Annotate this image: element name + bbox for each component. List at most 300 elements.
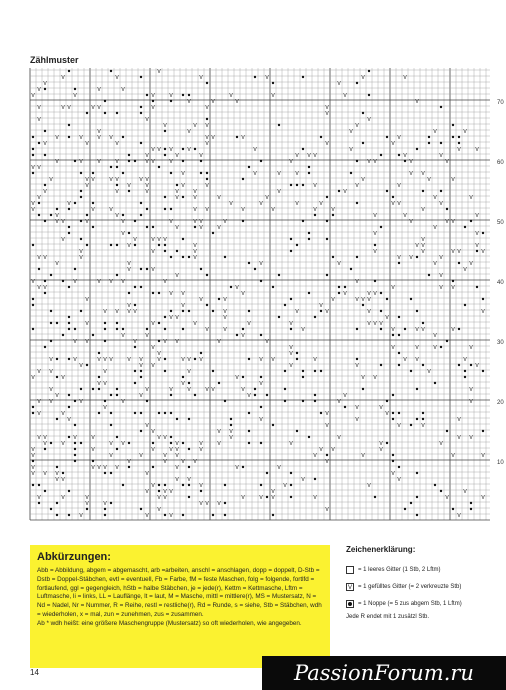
svg-text:V: V <box>55 477 59 483</box>
svg-text:V: V <box>259 201 263 207</box>
svg-text:V: V <box>325 459 329 465</box>
svg-text:V: V <box>325 309 329 315</box>
svg-text:V: V <box>289 363 293 369</box>
svg-text:V: V <box>157 351 161 357</box>
svg-text:V: V <box>61 441 65 447</box>
svg-text:V: V <box>103 465 107 471</box>
svg-text:V: V <box>367 117 371 123</box>
svg-text:V: V <box>91 447 95 453</box>
svg-text:V: V <box>367 297 371 303</box>
svg-text:V: V <box>103 381 107 387</box>
svg-text:V: V <box>223 309 227 315</box>
svg-text:V: V <box>139 363 143 369</box>
svg-text:V: V <box>103 405 107 411</box>
svg-text:V: V <box>289 159 293 165</box>
svg-text:V: V <box>331 207 335 213</box>
svg-text:V: V <box>355 405 359 411</box>
svg-text:V: V <box>313 153 317 159</box>
svg-text:V: V <box>439 273 443 279</box>
svg-text:V: V <box>217 195 221 201</box>
svg-text:V: V <box>415 345 419 351</box>
svg-text:V: V <box>163 459 167 465</box>
svg-text:V: V <box>433 345 437 351</box>
svg-text:V: V <box>421 249 425 255</box>
svg-text:V: V <box>175 447 179 453</box>
svg-text:V: V <box>355 363 359 369</box>
svg-text:V: V <box>193 189 197 195</box>
svg-text:V: V <box>151 147 155 153</box>
svg-text:V: V <box>475 363 479 369</box>
svg-text:V: V <box>121 87 125 93</box>
svg-text:V: V <box>145 189 149 195</box>
legend-heading: Zeichenerklärung: <box>346 545 416 554</box>
svg-text:V: V <box>325 423 329 429</box>
svg-text:V: V <box>151 363 155 369</box>
svg-text:V: V <box>187 477 191 483</box>
svg-text:V: V <box>61 375 65 381</box>
svg-text:V: V <box>205 105 209 111</box>
svg-text:V: V <box>223 315 227 321</box>
svg-text:V: V <box>397 423 401 429</box>
svg-text:V: V <box>217 225 221 231</box>
svg-text:V: V <box>271 93 275 99</box>
svg-text:V: V <box>259 357 263 363</box>
svg-text:V: V <box>385 315 389 321</box>
svg-text:V: V <box>157 435 161 441</box>
svg-text:V: V <box>163 237 167 243</box>
svg-text:V: V <box>229 429 233 435</box>
svg-text:V: V <box>397 135 401 141</box>
abbreviations-box <box>30 545 330 668</box>
svg-text:V: V <box>403 357 407 363</box>
abbreviations-heading: Abkürzungen: <box>37 551 111 563</box>
svg-text:V: V <box>295 309 299 315</box>
legend <box>346 545 496 620</box>
svg-text:V: V <box>109 177 113 183</box>
svg-text:V: V <box>37 435 41 441</box>
svg-text:V: V <box>481 453 485 459</box>
svg-text:V: V <box>409 171 413 177</box>
svg-text:V: V <box>451 327 455 333</box>
svg-text:V: V <box>295 171 299 177</box>
svg-text:V: V <box>43 435 47 441</box>
svg-text:V: V <box>187 147 191 153</box>
svg-text:V: V <box>409 255 413 261</box>
svg-text:V: V <box>139 177 143 183</box>
svg-text:V: V <box>97 465 101 471</box>
svg-text:V: V <box>451 249 455 255</box>
svg-text:V: V <box>397 255 401 261</box>
svg-text:V: V <box>31 279 35 285</box>
svg-text:V: V <box>373 159 377 165</box>
svg-text:V: V <box>283 483 287 489</box>
svg-text:V: V <box>235 99 239 105</box>
svg-text:V: V <box>169 219 173 225</box>
svg-text:V: V <box>31 453 35 459</box>
svg-text:V: V <box>115 213 119 219</box>
svg-text:V: V <box>37 87 41 93</box>
svg-text:V: V <box>205 183 209 189</box>
svg-text:V: V <box>313 207 317 213</box>
svg-text:V: V <box>229 201 233 207</box>
svg-text:V: V <box>331 447 335 453</box>
legend-text-filled: = 1 gefülltes Gitter (= 2 verkreuzte Stb) <box>358 584 462 590</box>
svg-text:V: V <box>79 363 83 369</box>
svg-text:V: V <box>469 387 473 393</box>
svg-text:V: V <box>427 369 431 375</box>
svg-text:V: V <box>103 369 107 375</box>
svg-text:V: V <box>379 321 383 327</box>
svg-text:V: V <box>175 189 179 195</box>
svg-text:V: V <box>355 297 359 303</box>
svg-text:V: V <box>43 255 47 261</box>
svg-text:V: V <box>427 177 431 183</box>
svg-text:V: V <box>355 417 359 423</box>
svg-text:V: V <box>145 471 149 477</box>
svg-text:V: V <box>163 435 167 441</box>
svg-text:V: V <box>169 315 173 321</box>
svg-text:V: V <box>175 453 179 459</box>
svg-text:V: V <box>157 357 161 363</box>
svg-text:V: V <box>271 207 275 213</box>
svg-text:V: V <box>241 291 245 297</box>
svg-text:V: V <box>31 465 35 471</box>
svg-text:V: V <box>397 201 401 207</box>
svg-text:V: V <box>37 105 41 111</box>
svg-text:V: V <box>373 291 377 297</box>
svg-text:V: V <box>397 477 401 483</box>
svg-text:V: V <box>343 93 347 99</box>
svg-text:V: V <box>169 159 173 165</box>
svg-text:V: V <box>121 399 125 405</box>
svg-text:V: V <box>469 345 473 351</box>
svg-text:V: V <box>175 273 179 279</box>
svg-text:V: V <box>313 183 317 189</box>
svg-text:V: V <box>247 321 251 327</box>
svg-text:V: V <box>169 147 173 153</box>
svg-text:V: V <box>85 495 89 501</box>
svg-text:V: V <box>91 465 95 471</box>
svg-text:V: V <box>37 495 41 501</box>
svg-text:V: V <box>109 207 113 213</box>
row-number-label: 20 <box>497 400 504 406</box>
svg-text:V: V <box>43 471 47 477</box>
svg-text:V: V <box>439 201 443 207</box>
svg-text:V: V <box>97 381 101 387</box>
svg-text:V: V <box>367 309 371 315</box>
svg-text:V: V <box>145 177 149 183</box>
svg-text:V: V <box>85 297 89 303</box>
svg-text:V: V <box>433 225 437 231</box>
svg-text:V: V <box>415 357 419 363</box>
svg-text:V: V <box>61 219 65 225</box>
svg-text:V: V <box>325 507 329 513</box>
svg-text:V: V <box>79 159 83 165</box>
svg-text:V: V <box>121 219 125 225</box>
svg-text:V: V <box>223 297 227 303</box>
svg-text:V: V <box>85 321 89 327</box>
svg-text:V: V <box>463 267 467 273</box>
svg-text:V: V <box>145 513 149 519</box>
svg-text:V: V <box>457 513 461 519</box>
svg-text:V: V <box>361 297 365 303</box>
svg-text:V: V <box>37 165 41 171</box>
svg-text:V: V <box>145 183 149 189</box>
svg-text:V: V <box>463 357 467 363</box>
svg-text:V: V <box>67 417 71 423</box>
svg-text:V: V <box>37 195 41 201</box>
svg-text:V: V <box>337 261 341 267</box>
svg-text:V: V <box>49 369 53 375</box>
svg-text:V: V <box>199 153 203 159</box>
svg-text:V: V <box>61 495 65 501</box>
svg-text:V: V <box>43 285 47 291</box>
svg-text:V: V <box>73 435 77 441</box>
svg-text:V: V <box>55 135 59 141</box>
svg-text:V: V <box>229 93 233 99</box>
svg-text:V: V <box>451 453 455 459</box>
legend-text-bobble: = 1 Noppe (= 5 zus abgem Stb, 1 Lftm) <box>358 601 462 607</box>
svg-text:V: V <box>469 195 473 201</box>
svg-text:V: V <box>343 189 347 195</box>
svg-text:V: V <box>127 261 131 267</box>
svg-text:V: V <box>193 207 197 213</box>
svg-text:V: V <box>451 177 455 183</box>
row-number-label: 40 <box>497 280 504 286</box>
svg-text:V: V <box>31 201 35 207</box>
svg-text:V: V <box>403 75 407 81</box>
svg-text:V: V <box>121 279 125 285</box>
svg-text:V: V <box>79 255 83 261</box>
svg-text:V: V <box>127 459 131 465</box>
svg-text:V: V <box>187 357 191 363</box>
svg-text:V: V <box>403 153 407 159</box>
svg-text:V: V <box>259 495 263 501</box>
svg-text:V: V <box>193 219 197 225</box>
svg-text:V: V <box>151 429 155 435</box>
svg-text:V: V <box>421 171 425 177</box>
svg-text:V: V <box>97 279 101 285</box>
svg-text:V: V <box>379 441 383 447</box>
svg-text:V: V <box>79 399 83 405</box>
svg-text:V: V <box>187 99 191 105</box>
svg-text:V: V <box>127 309 131 315</box>
svg-text:V: V <box>223 327 227 333</box>
svg-text:V: V <box>481 309 485 315</box>
svg-text:V: V <box>151 345 155 351</box>
svg-text:V: V <box>199 225 203 231</box>
svg-text:V: V <box>31 165 35 171</box>
svg-text:V: V <box>217 429 221 435</box>
svg-text:V: V <box>175 225 179 231</box>
abbreviations-text: Abb = Abbildung, abgem = abgemascht, arb =arbeiten, anschl = anschlagen, dopp = doppelt, D-Stb = Dstb = Doppel-Stäbchen, evtl = eventuell, Fb = Farbe, fM = feste Maschen, folg = folgende, fortlfd = fortlaufend, ggl = gegengleich, hStb = halbe Stäbchen, je = jede(r), Kettm = Kettmasche, Lftm = Luftmasche, li = links, LL = Lauflänge, lt = laut, M = Masche, mittl = mittlere(r), MS = Mustersatz, N = Nd = Nadel, Nr = Nummer, R = Reihe, restl = restliche(r), Rd = Runde, s = siehe, Stb = Stäbchen, wdh = wiederholen, x = mal, zun = zunehmen, zus = zusammen. <box>37 567 322 618</box>
svg-text:V: V <box>205 123 209 129</box>
svg-text:V: V <box>373 321 377 327</box>
svg-text:V: V <box>73 339 77 345</box>
svg-text:V: V <box>121 333 125 339</box>
svg-text:V: V <box>181 459 185 465</box>
svg-text:V: V <box>445 219 449 225</box>
svg-text:V: V <box>175 315 179 321</box>
svg-text:V: V <box>175 441 179 447</box>
svg-text:V: V <box>169 291 173 297</box>
svg-text:V: V <box>187 369 191 375</box>
svg-text:V: V <box>481 249 485 255</box>
svg-text:V: V <box>205 141 209 147</box>
svg-text:V: V <box>43 189 47 195</box>
svg-text:V: V <box>349 129 353 135</box>
svg-text:V: V <box>439 441 443 447</box>
svg-text:V: V <box>301 327 305 333</box>
row-number-label: 30 <box>497 340 504 346</box>
svg-text:V: V <box>469 399 473 405</box>
svg-text:V: V <box>73 279 77 285</box>
svg-text:V: V <box>463 129 467 135</box>
svg-text:V: V <box>97 159 101 165</box>
svg-text:V: V <box>247 393 251 399</box>
svg-text:V: V <box>145 159 149 165</box>
svg-text:V: V <box>379 405 383 411</box>
svg-text:V: V <box>319 303 323 309</box>
svg-text:V: V <box>121 441 125 447</box>
svg-text:V: V <box>169 93 173 99</box>
svg-text:V: V <box>343 291 347 297</box>
dot-square-icon <box>346 600 354 608</box>
svg-text:V: V <box>85 183 89 189</box>
svg-text:V: V <box>415 243 419 249</box>
svg-text:V: V <box>433 333 437 339</box>
svg-text:V: V <box>229 435 233 441</box>
svg-text:V: V <box>415 99 419 105</box>
svg-text:V: V <box>133 309 137 315</box>
svg-text:V: V <box>121 231 125 237</box>
svg-text:V: V <box>253 171 257 177</box>
svg-text:V: V <box>385 411 389 417</box>
svg-text:V: V <box>133 339 137 345</box>
svg-text:V: V <box>367 159 371 165</box>
svg-text:V: V <box>97 357 101 363</box>
svg-text:V: V <box>115 159 119 165</box>
svg-text:V: V <box>205 501 209 507</box>
svg-text:V: V <box>127 357 131 363</box>
svg-text:V: V <box>451 285 455 291</box>
svg-text:V: V <box>355 183 359 189</box>
svg-text:V: V <box>31 93 35 99</box>
row-number-label: 70 <box>497 100 504 106</box>
svg-text:V: V <box>91 435 95 441</box>
svg-text:V: V <box>325 141 329 147</box>
svg-text:V: V <box>55 219 59 225</box>
svg-text:V: V <box>433 261 437 267</box>
svg-text:V: V <box>175 477 179 483</box>
svg-text:V: V <box>151 93 155 99</box>
svg-text:V: V <box>301 477 305 483</box>
svg-text:V: V <box>325 411 329 417</box>
svg-text:V: V <box>151 447 155 453</box>
svg-text:V: V <box>439 153 443 159</box>
svg-text:V: V <box>49 357 53 363</box>
svg-text:V: V <box>169 447 173 453</box>
svg-text:V: V <box>151 249 155 255</box>
svg-text:V: V <box>115 177 119 183</box>
svg-text:V: V <box>199 297 203 303</box>
svg-text:V: V <box>115 189 119 195</box>
empty-square-icon <box>346 566 354 574</box>
svg-text:V: V <box>367 291 371 297</box>
svg-text:V: V <box>133 237 137 243</box>
svg-text:V: V <box>241 495 245 501</box>
svg-text:V: V <box>37 411 41 417</box>
svg-text:V: V <box>151 159 155 165</box>
svg-text:V: V <box>223 219 227 225</box>
svg-text:V: V <box>391 285 395 291</box>
svg-text:V: V <box>175 339 179 345</box>
svg-text:V: V <box>37 255 41 261</box>
svg-text:V: V <box>313 357 317 363</box>
svg-text:V: V <box>127 243 131 249</box>
svg-text:V: V <box>103 309 107 315</box>
svg-text:V: V <box>151 237 155 243</box>
svg-text:V: V <box>337 81 341 87</box>
svg-text:V: V <box>445 159 449 165</box>
svg-text:V: V <box>163 339 167 345</box>
svg-text:V: V <box>409 219 413 225</box>
svg-text:V: V <box>271 495 275 501</box>
svg-text:V: V <box>109 135 113 141</box>
svg-text:V: V <box>391 141 395 147</box>
row-number-label: 50 <box>497 220 504 226</box>
page-title: Zählmuster <box>30 55 79 65</box>
svg-text:V: V <box>445 495 449 501</box>
svg-text:V: V <box>367 321 371 327</box>
svg-text:V: V <box>373 249 377 255</box>
svg-text:V: V <box>211 387 215 393</box>
svg-text:V: V <box>97 129 101 135</box>
svg-text:V: V <box>187 129 191 135</box>
svg-text:V: V <box>277 171 281 177</box>
svg-text:V: V <box>205 327 209 333</box>
svg-text:V: V <box>265 195 269 201</box>
svg-text:V: V <box>475 243 479 249</box>
svg-text:V: V <box>109 357 113 363</box>
watermark-logo: PassionForum.ru <box>262 656 506 690</box>
svg-text:V: V <box>163 123 167 129</box>
svg-text:V: V <box>67 201 71 207</box>
svg-text:V: V <box>181 381 185 387</box>
svg-text:V: V <box>349 147 353 153</box>
svg-text:V: V <box>199 357 203 363</box>
svg-text:V: V <box>43 141 47 147</box>
svg-text:V: V <box>163 489 167 495</box>
svg-text:V: V <box>289 441 293 447</box>
svg-text:V: V <box>241 135 245 141</box>
svg-text:V: V <box>295 153 299 159</box>
svg-text:V: V <box>259 417 263 423</box>
svg-text:V: V <box>55 213 59 219</box>
svg-text:V: V <box>373 375 377 381</box>
svg-text:V: V <box>55 471 59 477</box>
svg-text:V: V <box>151 321 155 327</box>
svg-text:V: V <box>43 81 47 87</box>
svg-text:V: V <box>457 435 461 441</box>
svg-text:V: V <box>181 291 185 297</box>
svg-text:V: V <box>187 387 191 393</box>
svg-text:V: V <box>97 135 101 141</box>
svg-text:V: V <box>391 471 395 477</box>
svg-text:V: V <box>115 141 119 147</box>
svg-text:V: V <box>151 483 155 489</box>
svg-text:V: V <box>421 243 425 249</box>
